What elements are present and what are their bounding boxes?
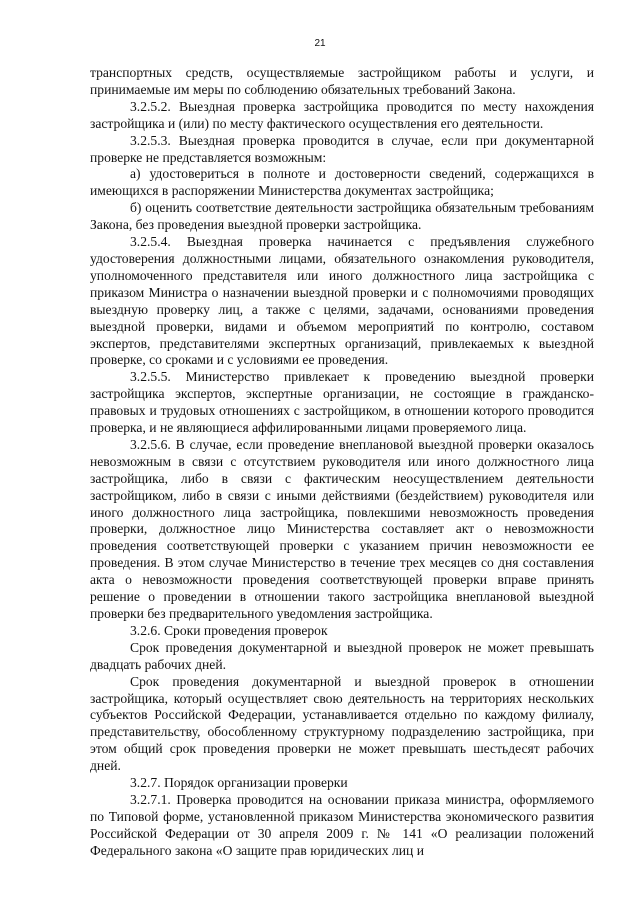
paragraph-3-2-5-3: 3.2.5.3. Выездная проверка проводится в случае, если при документарной проверке не представляется возможным:: [90, 132, 594, 165]
section-heading-3-2-6: 3.2.6. Сроки проведения проверок: [130, 622, 328, 638]
paragraph-item-a: а) удостовериться в полноте и достоверности сведений, содержащихся в имеющихся в распоряжении Министерства документах застройщика;: [90, 166, 594, 199]
paragraph-3-2-5-6: 3.2.5.6. В случае, если проведение внеплановой выездной проверки оказалось невозможным в связи с отсутствием руководителя или иного должностного лица застройщика, либо в связи с фактическим неосуществлением деятельности застройщиком, либо в связи с иными действиями (бездействием) руководителя или иного должностного лица застройщика, повлекшими невозможность проведения проверки, должностное лицо Министерства составляет акт о невозможности проведения соответствующей проверки с указанием причин невозможности ее проведения. В этом случае Министерство в течение трех месяцев со дня составления акта о невозможности проведения соответствующей проверки вправе принять решение о проведении в отношении такого застройщика внеплановой выездной проверки без предварительного уведомления застройщика.: [90, 436, 594, 621]
page-number: 21: [314, 38, 326, 49]
paragraph-3-2-5-2: 3.2.5.2. Выездная проверка застройщика проводится по месту нахождения застройщика и (или) по месту фактического осуществления его деятельности.: [90, 98, 594, 131]
paragraph-term-multiregion: Срок проведения документарной и выездной проверок в отношении застройщика, который осуществляет свою деятельность на территориях нескольких субъектов Российской Федерации, устанавливается отдельно по каждому филиалу, представительству, обособленному структурному подразделению застройщика, при этом общий срок проведения проверки не может превышать шестьдесят рабочих дней.: [90, 673, 594, 774]
paragraph-term-general: Срок проведения документарной и выездной проверок не может превышать двадцать рабочих дней.: [90, 639, 594, 672]
paragraph-3-2-5-5: 3.2.5.5. Министерство привлекает к проведению выездной проверки застройщика экспертов, экспертные организации, не состоящие в гражданско-правовых и трудовых отношениях с застройщиком, в отношении которого проводится проверка, и не являющиеся аффилированными лицами проверяемого лица.: [90, 369, 594, 436]
body-text: [90, 65, 594, 860]
paragraph-continuation: транспортных средств, осуществляемые застройщиком работы и услуги, и принимаемые им меры по соблюдению обязательных требований Закона.: [90, 65, 594, 97]
paragraph-3-2-7-1: 3.2.7.1. Проверка проводится на основании приказа министра, оформляемого по Типовой форме, установленной приказом Министерства экономического развития Российской Федерации от 30 апреля 2009 г. № 141 «О реализации положений Федерального закона «О защите прав юридических лиц и: [90, 791, 594, 858]
paragraph-item-b: б) оценить соответствие деятельности застройщика обязательным требованиям Закона, без проведения выездной проверки застройщика.: [90, 200, 594, 233]
paragraph-3-2-5-4: 3.2.5.4. Выездная проверка начинается с предъявления служебного удостоверения должностными лицами, обязательного ознакомления руководителя, уполномоченного представителя или иного должностного лица застройщика с приказом Министра о назначении выездной проверки и с полномочиями проводящих выездную проверку лиц, а также с целями, задачами, основаниями проведения выездной проверки, видами и объемом мероприятий по контролю, составом экспертов, представителями экспертных организаций, привлекаемых к выездной проверке, со сроками и с условиями ее проведения.: [90, 234, 594, 368]
section-heading-3-2-7: 3.2.7. Порядок организации проверки: [130, 775, 348, 791]
